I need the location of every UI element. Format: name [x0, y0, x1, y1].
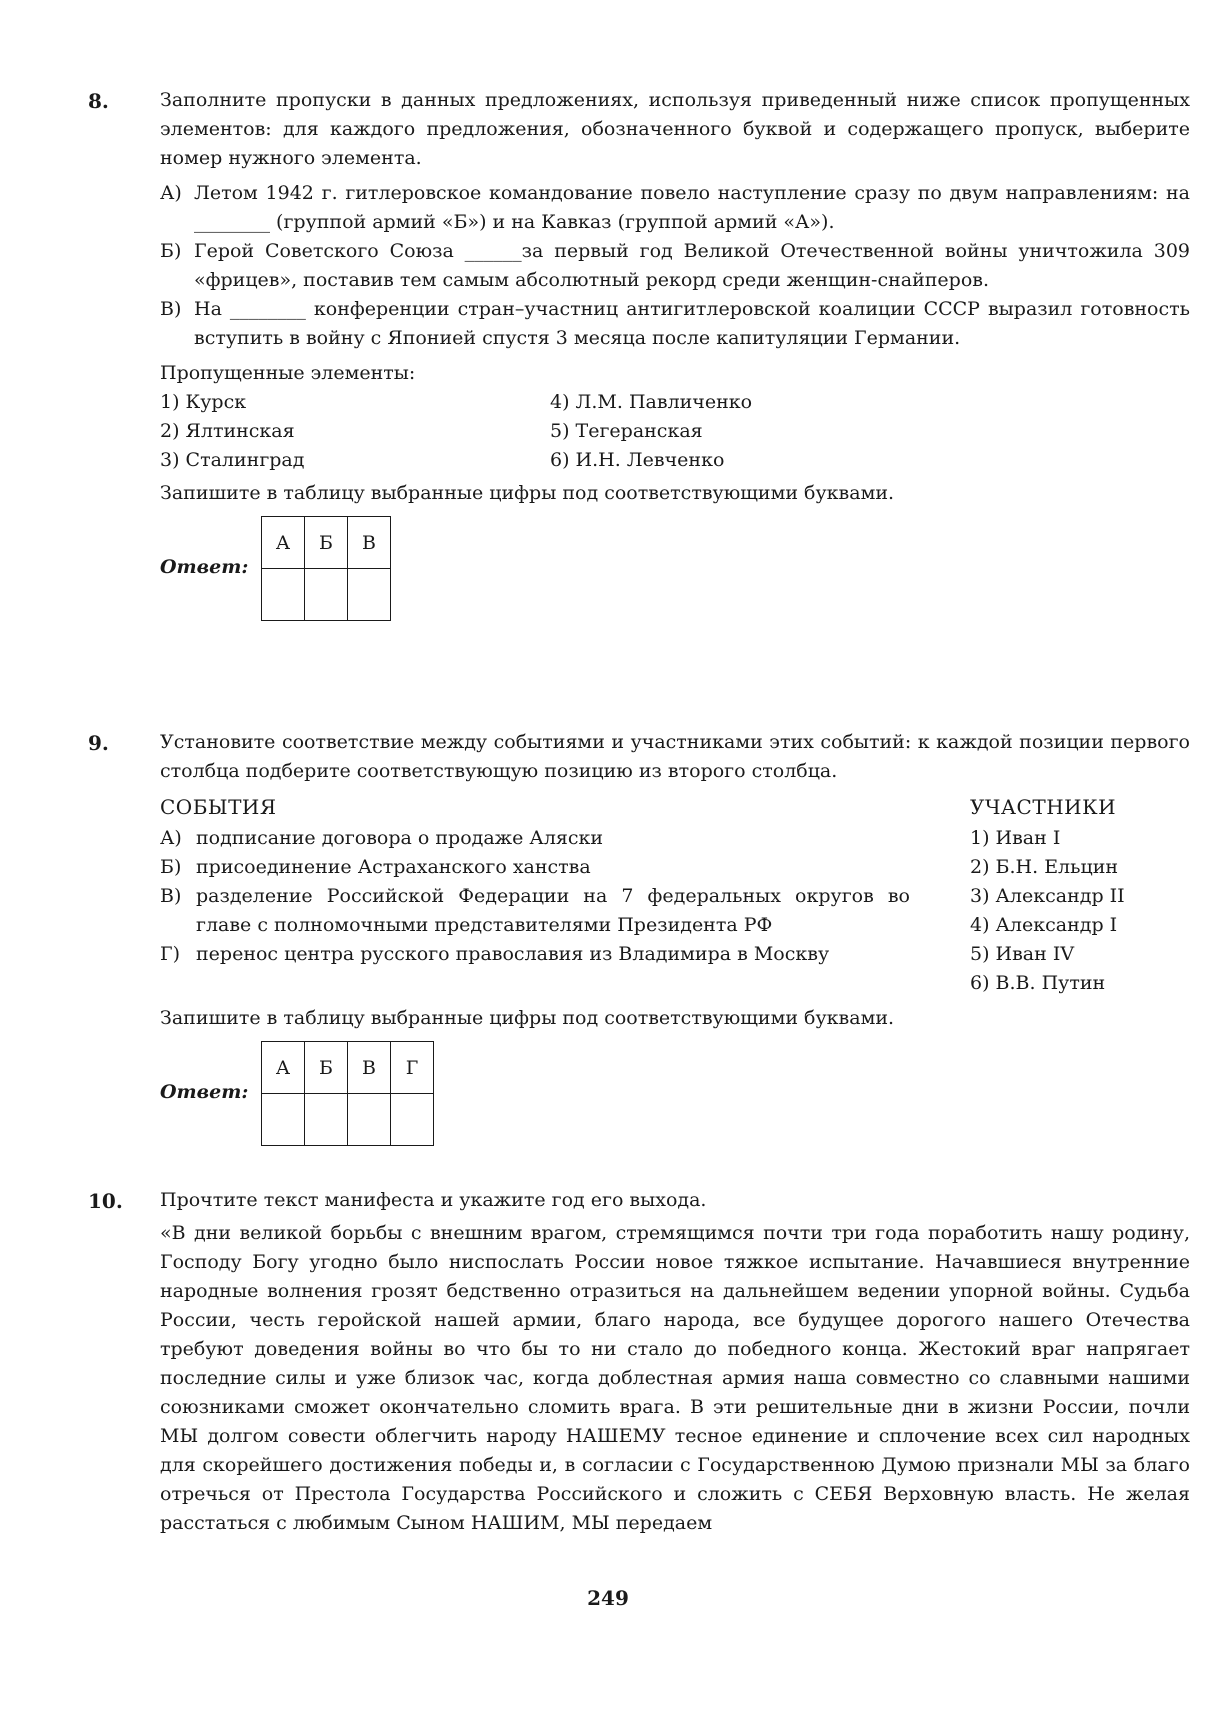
- task-number: 9.: [88, 731, 109, 755]
- answer-letter: В: [348, 1042, 391, 1094]
- participants-heading: УЧАСТНИКИ: [970, 795, 1117, 819]
- instruction: Запишите в таблицу выбранные цифры под соответствующими буквами.: [160, 1007, 895, 1029]
- participants-list: [970, 824, 1190, 998]
- list-item: 2) Б.Н. Ельцин: [970, 856, 1119, 878]
- task-intro: Заполните пропуски в данных предложениях, используя приведенный ниже список пропущенных элементов: для каждого предложения, обозначенного буквой и содержащего пропуск, выберите номер нужного элемента.: [160, 89, 1190, 169]
- event-a: А) подписание договора о продаже Аляски: [160, 827, 604, 849]
- list-item: 2) Ялтинская: [160, 420, 295, 442]
- task-number: 8.: [88, 89, 109, 113]
- task-intro: Прочтите текст манифеста и укажите год его выхода.: [160, 1189, 707, 1211]
- answer-letter: Б: [305, 1042, 348, 1094]
- answer-letter: Б: [305, 517, 348, 569]
- answer-letter: Г: [391, 1042, 434, 1094]
- answer-letter: А: [262, 1042, 305, 1094]
- answer-cell[interactable]: [391, 1094, 434, 1146]
- list-item: 5) Иван IV: [970, 943, 1075, 965]
- event-c: В) разделение Российской Федерации на 7 федеральных округов во главе с полномочными представителями Президента РФ: [160, 885, 910, 936]
- sentence-b: Б) Герой Советского Союза ______за первый год Великой Отечественной войны уничтожила 309 «фрицев», поставив тем самым абсолютный рекорд среди женщин-снайперов.: [160, 240, 1190, 291]
- answer-label: Ответ:: [160, 556, 249, 578]
- answer-letter: В: [348, 517, 391, 569]
- elements-list: [160, 388, 1190, 475]
- answer-letter: А: [262, 517, 305, 569]
- answer-label: Ответ:: [160, 1081, 249, 1103]
- answer-cell[interactable]: [348, 1094, 391, 1146]
- instruction: Запишите в таблицу выбранные цифры под соответствующими буквами.: [160, 482, 895, 504]
- answer-cell[interactable]: [305, 569, 348, 621]
- list-item: 5) Тегеранская: [550, 420, 703, 442]
- answer-cell[interactable]: [262, 569, 305, 621]
- answer-table: [261, 516, 391, 621]
- answer-block: [160, 1041, 1190, 1153]
- page-number: 249: [587, 1586, 629, 1610]
- event-b: Б) присоединение Астраханского ханства: [160, 856, 591, 878]
- elements-title: Пропущенные элементы:: [160, 362, 416, 384]
- list-item: 4) Л.М. Павличенко: [550, 391, 753, 413]
- list-item: 4) Александр I: [970, 914, 1118, 936]
- list-item: 1) Курск: [160, 391, 247, 413]
- matching-block: [160, 790, 1190, 998]
- answer-cell[interactable]: [348, 569, 391, 621]
- answer-cell[interactable]: [262, 1094, 305, 1146]
- list-item: 6) В.В. Путин: [970, 972, 1106, 994]
- task-intro: Установите соответствие между событиями и участниками этих событий: к каждой позиции первого столбца подберите соответствующую позицию из второго столбца.: [160, 731, 1190, 782]
- answer-table: [261, 1041, 434, 1146]
- event-d: Г) перенос центра русского православия из Владимира в Москву: [160, 943, 830, 965]
- sentence-c: В) На ________ конференции стран–участниц антигитлеровской коалиции СССР выразил готовность вступить в войну с Японией спустя 3 месяца после капитуляции Германии.: [160, 298, 1190, 349]
- sentence-a: А) Летом 1942 г. гитлеровское командование повело наступление сразу по двум направлениям: на ________ (группой армий «Б») и на Кавказ (группой армий «А»).: [160, 182, 1190, 233]
- answer-cell[interactable]: [305, 1094, 348, 1146]
- events-list: [160, 824, 910, 998]
- list-item: 1) Иван I: [970, 827, 1061, 849]
- manifesto-quote: «В дни великой борьбы с внешним врагом, стремящимся почти три года поработить нашу родину, Господу Богу угодно было ниспослать России новое тяжкое испытание. Начавшиеся внутренние народные волнения грозят бедственно отразиться на дальнейшем ведении упорной войны. Судьба России, честь геройской нашей армии, благо народа, все будущее дорогого нашего Отечества требуют доведения войны во что бы то ни стало до победного конца. Жестокий враг напрягает последние силы и уже близок час, когда доблестная армия наша совместно со славными нашими союзниками сможет окончательно сломить врага. В эти решительные дни в жизни России, почли МЫ долгом совести облегчить народу НАШЕМУ тесное единение и сплочение всех сил народных для скорейшего достижения победы и, в согласии с Государственною Думою признали МЫ за благо отречься от Престола Государства Российского и сложить с СЕБЯ Верховную власть. Не желая расстаться с любимым Сыном НАШИМ, МЫ передаем: [160, 1222, 1190, 1534]
- list-item: 3) Александр II: [970, 885, 1125, 907]
- list-item: 6) И.Н. Левченко: [550, 449, 725, 471]
- answer-block: [160, 516, 1190, 628]
- events-heading: СОБЫТИЯ: [160, 795, 277, 819]
- list-item: 3) Сталинград: [160, 449, 305, 471]
- task-number: 10.: [88, 1189, 123, 1213]
